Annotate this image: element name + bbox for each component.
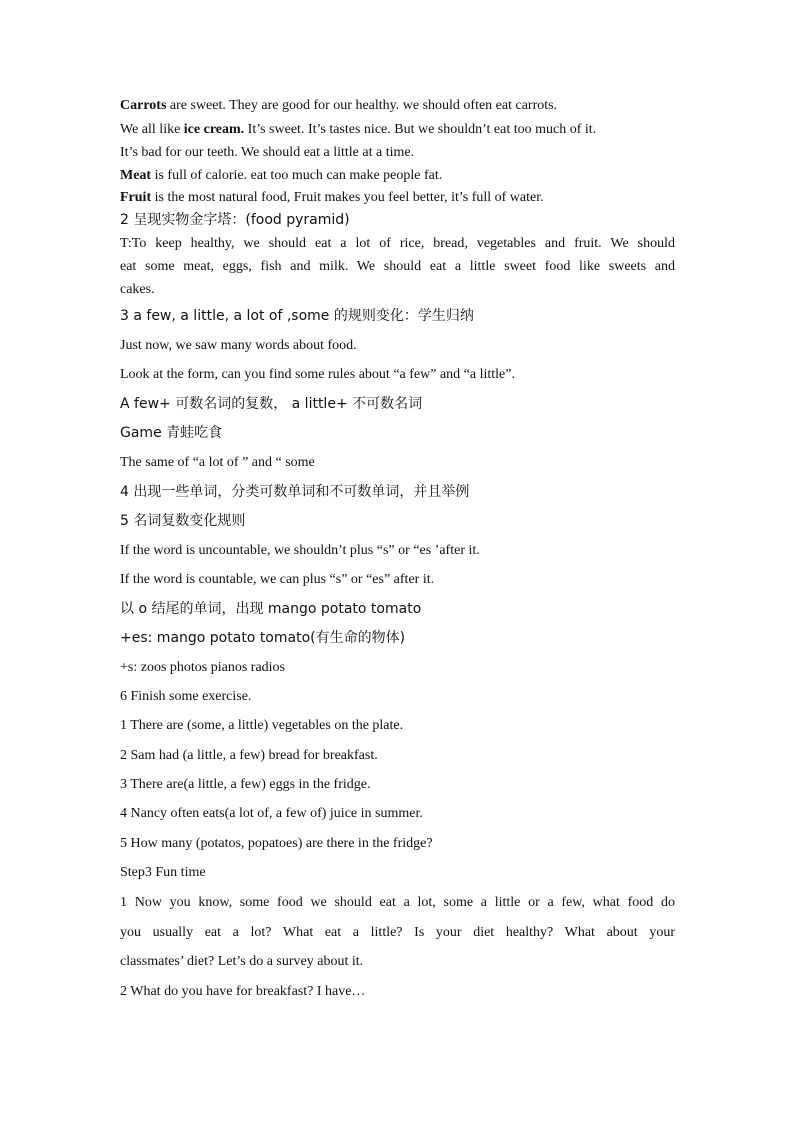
paragraph-breakfast: 2 What do you have for breakfast? I have… <box>120 984 366 999</box>
paragraph-teacher-line-1: T:To keep healthy, we should eat a lot of rice, bread, vegetables and fruit. We should <box>120 236 675 251</box>
paragraph-carrots <box>120 97 557 115</box>
text-countable-rule: A few+ 可数名词的复数， a little+ 不可数名词 <box>120 396 423 412</box>
paragraph-ice-cream <box>120 121 596 139</box>
text-es-examples: +es: mango potato tomato(有生命的物体) <box>120 630 406 646</box>
paragraph-meat <box>120 167 442 185</box>
text-game: Game 青蛙吃食 <box>120 425 223 441</box>
paragraph-fruit <box>120 189 544 207</box>
bold-term-fruit: Fruit <box>120 190 152 205</box>
exercise-item: 2 Sam had (a little, a few) bread for breakfast. <box>120 748 378 763</box>
exercise-item: 4 Nancy often eats(a lot of, a few of) juice in summer. <box>120 806 423 821</box>
text-s-examples: +s: zoos photos pianos radios <box>120 660 285 675</box>
paragraph-teacher-line-2: eat some meat, eggs, fish and milk. We should eat a little sweet food like sweets and <box>120 259 675 274</box>
fruit-text: is the most natural food, Fruit makes you feel better, it’s full of water. <box>151 190 544 205</box>
paragraph-fun-line-1: 1 Now you know, some food we should eat a lot, some a little or a few, what food do <box>120 895 675 910</box>
bold-term-carrots: Carrots <box>120 98 167 113</box>
paragraph-teeth: It’s bad for our teeth. We should eat a little at a time. <box>120 145 415 160</box>
text-look-at-form: Look at the form, can you find some rules about “a few” and “a little”. <box>120 367 515 382</box>
paragraph-fun-line-2: you usually eat a lot? What eat a little? Is your diet healthy? What about your <box>120 925 675 940</box>
paragraph-teacher-line-3: cakes. <box>120 282 155 297</box>
ice-cream-text: It’s sweet. It’s tastes nice. But we shouldn’t eat too much of it. <box>244 122 597 137</box>
heading-finish-exercise: 6 Finish some exercise. <box>120 689 252 704</box>
text-uncountable-rule: If the word is uncountable, we shouldn’t plus “s” or “es ’after it. <box>120 543 480 558</box>
exercise-item: 5 How many (potatos, popatoes) are there in the fridge? <box>120 836 433 851</box>
exercise-item: 3 There are(a little, a few) eggs in the fridge. <box>120 777 371 792</box>
heading-plural-rules: 5 名词复数变化规则 <box>120 513 246 529</box>
text-o-ending: 以 o 结尾的单词，出现 mango potato tomato <box>120 601 422 617</box>
heading-food-pyramid: 2 呈现实物金字塔：(food pyramid) <box>120 212 350 228</box>
text-same-of: The same of “a lot of ” and “ some <box>120 455 315 470</box>
heading-classify-words: 4 出现一些单词，分类可数单词和不可数单词，并且举例 <box>120 484 470 500</box>
text-countable-plus: If the word is countable, we can plus “s” or “es” after it. <box>120 572 435 587</box>
exercise-item: 1 There are (some, a little) vegetables on the plate. <box>120 718 404 733</box>
carrots-text: are sweet. They are good for our healthy. we should often eat carrots. <box>166 98 558 113</box>
paragraph-fun-line-3: classmates’ diet? Let’s do a survey about it. <box>120 954 364 969</box>
ice-cream-pre: We all like <box>120 122 184 137</box>
heading-step3: Step3 Fun time <box>120 865 206 880</box>
bold-term-meat: Meat <box>120 168 152 183</box>
bold-term-ice-cream: ice cream. <box>183 122 245 137</box>
heading-rule-changes: 3 a few, a little, a lot of ,some 的规则变化：学生归纳 <box>120 308 474 324</box>
meat-text: is full of calorie. eat too much can make people fat. <box>151 168 443 183</box>
text-just-now: Just now, we saw many words about food. <box>120 338 357 353</box>
